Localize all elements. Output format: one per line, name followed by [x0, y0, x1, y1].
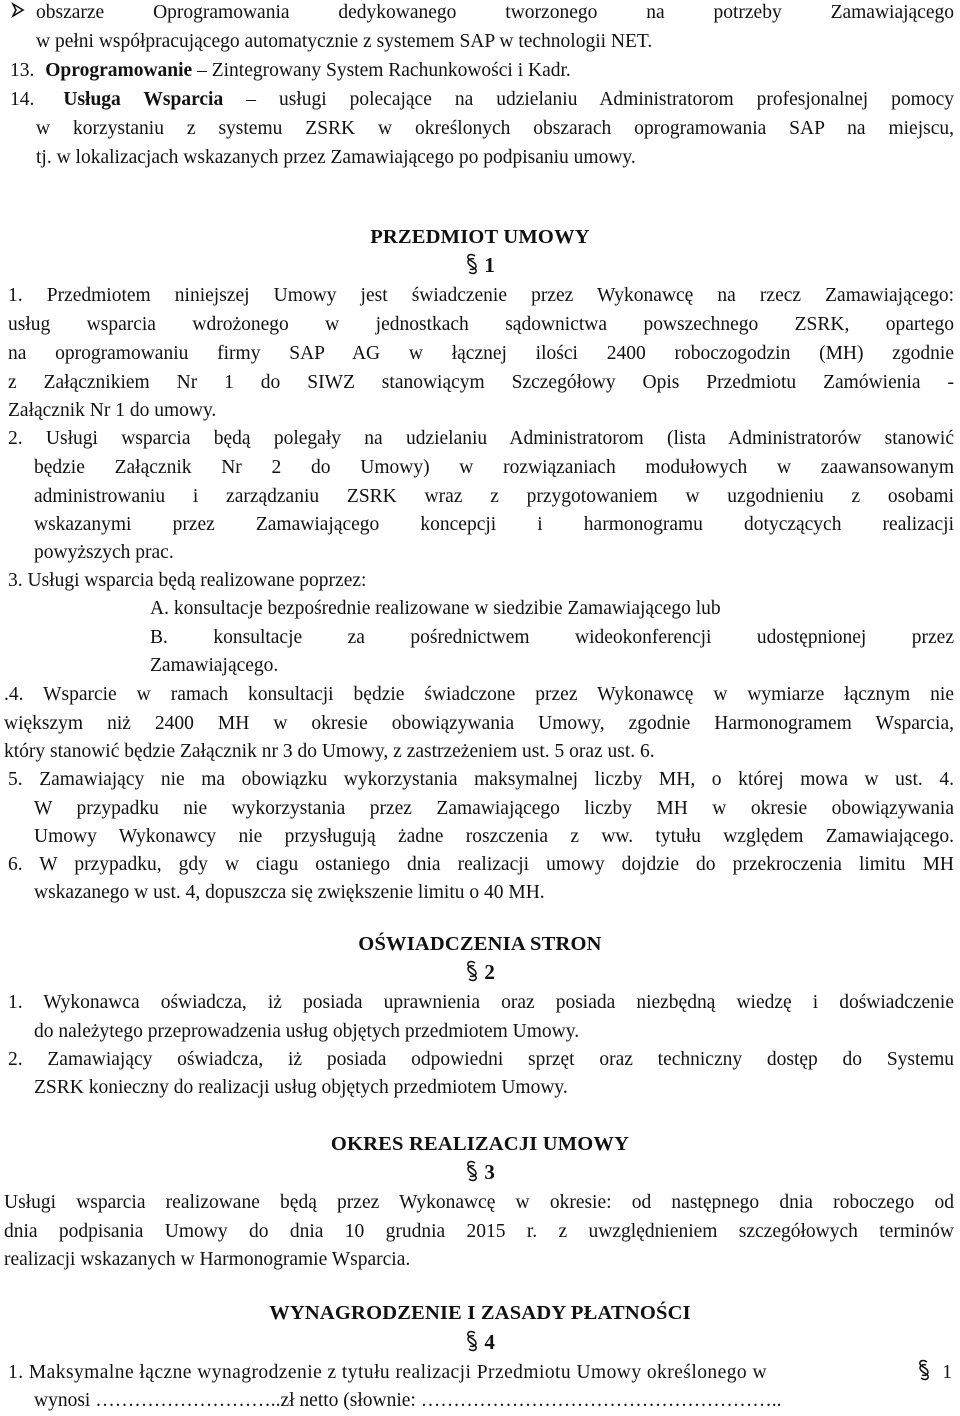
list-item-13: 13. Oprogramowanie – Zintegrowany System Rachunkowości i Kadr.: [10, 60, 571, 81]
s1-p5-line-1: 5. Zamawiający nie ma obowiązku wykorzystania maksymalnej liczby MH, o której mowa w ust. 4.: [8, 769, 954, 790]
section-2-heading: OŚWIADCZENIA STRON: [358, 933, 602, 955]
s3-p-line-3: realizacji wskazanych w Harmonogramie Wsparcia.: [4, 1249, 411, 1270]
s1-p6-line-1: 6. W przypadku, gdy w ciagu ostaniego dnia realizacji umowy dojdzie do przekroczenia limitu MH: [8, 854, 954, 875]
section-1-paragraph-mark: 1: [0, 251, 960, 280]
list-item-14-line-2: w korzystaniu z systemu ZSRK w określonych obszarach oprogramowania SAP na miejscu,: [36, 118, 954, 139]
section-sign-icon: [465, 253, 479, 275]
s1-p4-line-2: większym niż 2400 MH w okresie obowiązywania Umowy, zgodnie Harmonogramem Wsparcia,: [4, 713, 954, 734]
s1-p5-line-2: W przypadku nie wykorzystania przez Zamawiającego liczby MH w okresie obowiązywania: [34, 798, 954, 819]
s2-p2-line-1: 2. Zamawiający oświadcza, iż posiada odpowiedni sprzęt oraz techniczny dostęp do Systemu: [8, 1049, 954, 1070]
s1-p5-line-3: Umowy Wykonawcy nie przysługują żadne roszczenia z ww. tytułu względem Zamawiającego.: [34, 826, 954, 847]
s4-p1-line-1: 1. Maksymalne łączne wynagrodzenie z tytułu realizacji Przedmiotu Umowy określonego w 1: [8, 1358, 954, 1387]
section-1-heading: PRZEDMIOT UMOWY: [370, 226, 590, 248]
s1-p2-line-3: administrowaniu i zarządzaniu ZSRK wraz z przygotowaniem w uzgodnieniu z osobami: [34, 486, 954, 507]
section-2-paragraph-mark: 2: [0, 958, 960, 987]
s2-p1-line-2: do należytego przeprowadzenia usług objętych przedmiotem Umowy.: [34, 1021, 580, 1042]
section-sign-icon: [465, 1330, 479, 1352]
s1-p4-line-1: .4. Wsparcie w ramach konsultacji będzie świadczone przez Wykonawcę w wymiarze łącznym nie: [4, 684, 954, 705]
s2-p2-line-2: ZSRK konieczny do realizacji usług objętych przedmiotem Umowy.: [34, 1077, 568, 1098]
s1-p1-line-4: z Załącznikiem Nr 1 do SIWZ stanowiącym Szczegółowy Opis Przedmiotu Zamówienia -: [8, 372, 954, 393]
s1-p3: 3. Usługi wsparcia będą realizowane poprzez:: [8, 570, 367, 591]
section-4-heading: WYNAGRODZENIE I ZASADY PŁATNOŚCI: [269, 1302, 691, 1324]
section-sign-icon: [917, 1359, 931, 1381]
s1-p4-line-3: który stanowić będzie Załącznik nr 3 do Umowy, z zastrzeżeniem ust. 5 oraz ust. 6.: [4, 741, 655, 762]
section-sign-icon: [465, 1160, 479, 1182]
list-item-14: 14. Usługa Wsparcia – usługi polecające na udzielaniu Administratorom profesjonalnej pomocy: [10, 89, 954, 110]
s1-p6-line-2: wskazanego w ust. 4, dopuszcza się zwiększenie limitu o 40 MH.: [34, 882, 545, 903]
s1-p3-b-line-1: B. konsultacje za pośrednictwem wideokonferencji udostępnionej przez: [150, 627, 954, 648]
term-oprogramowanie: Oprogramowanie: [45, 60, 193, 81]
section-sign-icon: [465, 960, 479, 982]
bullet-line-2: w pełni współpracującego automatycznie z systemem SAP w technologii NET.: [36, 31, 653, 52]
s1-p3-a: A. konsultacje bezpośrednie realizowane w siedzibie Zamawiającego lub: [150, 598, 721, 619]
section-3-paragraph-mark: 3: [0, 1158, 960, 1187]
s1-p2-line-2: będzie Załącznik Nr 2 do Umowy) w rozwiązaniach modułowych w zaawansowanym: [34, 457, 954, 478]
s1-p2-line-4: wskazanymi przez Zamawiającego koncepcji i harmonogramu dotyczących realizacji: [34, 514, 954, 535]
bullet-line-1: obszarze Oprogramowania dedykowanego tworzonego na potrzeby Zamawiającego: [10, 0, 954, 27]
s3-p-line-2: dnia podpisania Umowy do dnia 10 grudnia 2015 r. z uwzględnieniem szczegółowych terminów: [4, 1221, 954, 1242]
term-usluga-wsparcia: Usługa Wsparcia: [63, 89, 224, 110]
s1-p1-line-2: usług wsparcia wdrożonego w jednostkach sądownictwa powszechnego ZSRK, opartego: [8, 314, 954, 335]
section-3-heading: OKRES REALIZACJI UMOWY: [330, 1133, 630, 1155]
s1-p1-line-5: Załącznik Nr 1 do umowy.: [8, 400, 217, 421]
list-item-14-line-3: tj. w lokalizacjach wskazanych przez Zamawiającego po podpisaniu umowy.: [36, 147, 636, 168]
s4-p1-ref: 1: [917, 1358, 954, 1387]
s1-p2-line-1: 2. Usługi wsparcia będą polegały na udzielaniu Administratorom (lista Administratorów stanowić: [8, 428, 954, 449]
s2-p1-line-1: 1. Wykonawca oświadcza, iż posiada uprawnienia oraz posiada niezbędną wiedzę i doświadczenie: [8, 992, 954, 1013]
section-4-paragraph-mark: 4: [0, 1328, 960, 1357]
s1-p3-b-line-2: Zamawiającego.: [150, 655, 279, 676]
s4-p1-line-2: wynosi ………………………..zł netto (słownie: ………………………………………………..: [34, 1390, 782, 1411]
s3-p-line-1: Usługi wsparcia realizowane będą przez Wykonawcę w okresie: od następnego dnia roboczego od: [4, 1192, 954, 1213]
s1-p1-line-3: na oprogramowaniu firmy SAP AG w łącznej ilości 2400 roboczogodzin (MH) zgodnie: [8, 343, 954, 364]
arrow-bullet-icon: [10, 0, 36, 27]
s1-p2-line-5: powyższych prac.: [34, 542, 174, 563]
s1-p1-line-1: 1. Przedmiotem niniejszej Umowy jest świadczenie przez Wykonawcę na rzecz Zamawiającego:: [8, 285, 954, 306]
